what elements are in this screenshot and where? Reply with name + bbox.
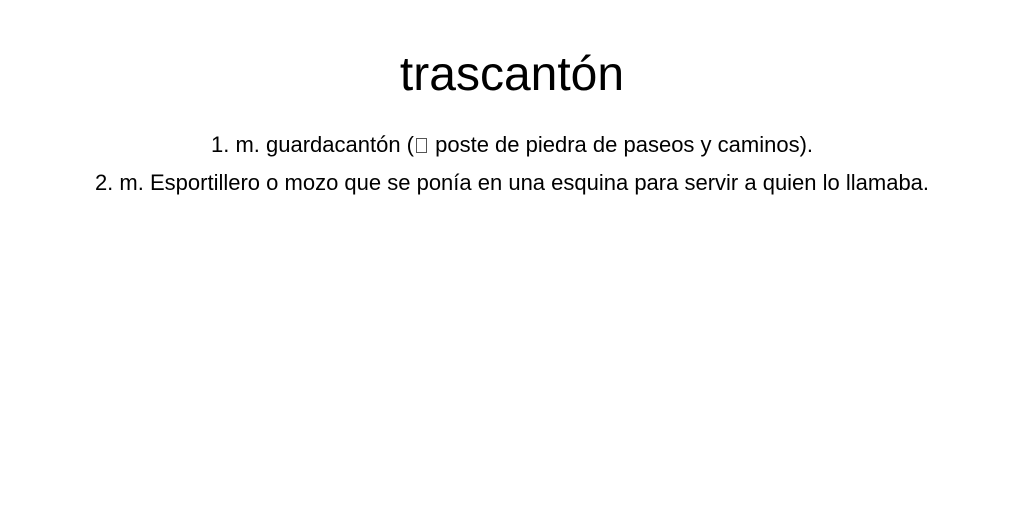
definition-2 xyxy=(72,164,952,202)
definition-2-number: 2. xyxy=(94,170,114,195)
definition-1-category: m. xyxy=(235,132,260,157)
definition-2-category: m. xyxy=(119,170,144,195)
definitions-list xyxy=(72,126,952,202)
headword-title: trascantón xyxy=(399,48,625,101)
definition-1-number: 1. xyxy=(210,132,230,157)
definition-1-text-before: guardacantón ( xyxy=(266,132,415,157)
missing-glyph-icon xyxy=(416,138,427,153)
definition-2-text: Esportillero o mozo que se ponía en una esquina para servir a quien lo llamaba. xyxy=(150,170,930,195)
definition-1-text-after: poste de piedra de paseos y caminos). xyxy=(429,132,814,157)
definition-1 xyxy=(72,126,952,164)
